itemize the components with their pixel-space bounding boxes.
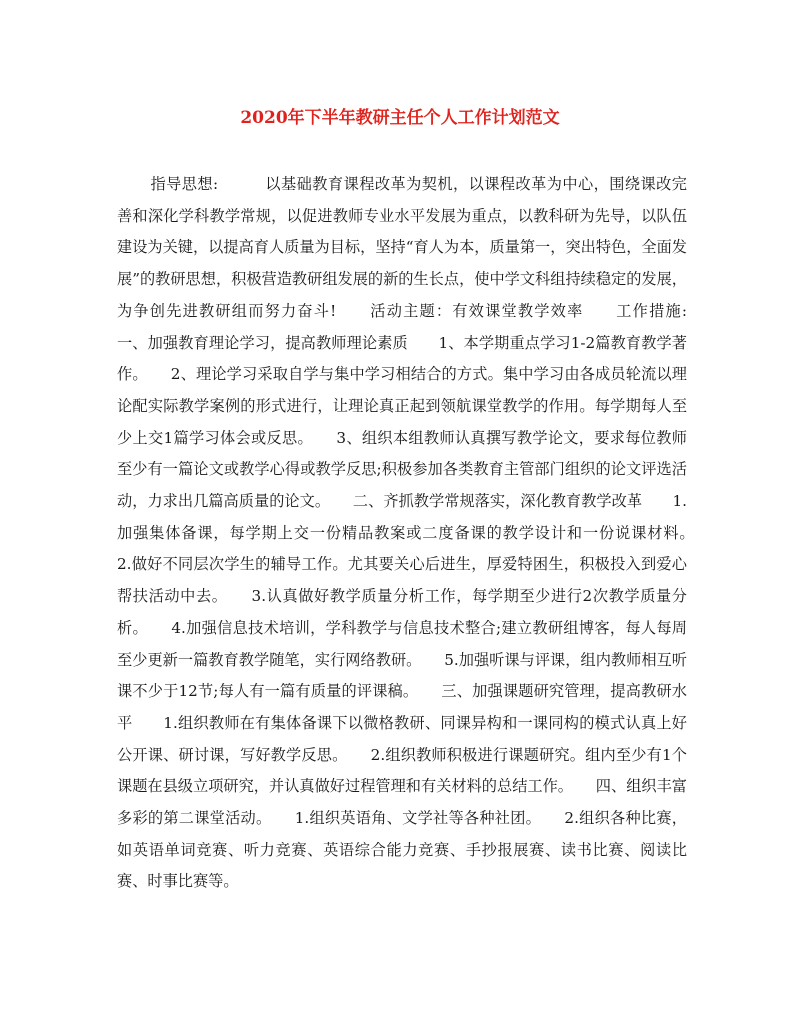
document-body: 指导思想: 以基础教育课程改革为契机，以课程改革为中心，围绕课改完善和深化学科教学常规，以促进教师专业水平发展为重点，以教科研为先导，以队伍建设为关键，以提高育人质量为目标，坚持“育人为本，质量第一，突出特色，全面发展”的教研思想，积极营造教研组发展的新的生长点，使中学文科组持续稳定的发展，为争创先进教研组而努力奋斗! 活动主题：有效课堂教学效率 工作措施: 一、加强教育理论学习，提高教师理论素质 1、本学期重点学习1-2篇教育教学著作。 2、理论学习采取自学与集中学习相结合的方式。集中学习由各成员轮流以理论配实际教学案例的形式进行，让理论真正起到领航课堂教学的作用。每学期每人至少上交1篇学习体会或反思。 3、组织本组教师认真撰写教学论文，要求每位教师至少有一篇论文或教学心得或教学反思;积极参加各类教育主管部门组织的论文评选活动，力求出几篇高质量的论文。 二、齐抓教学常规落实，深化教育教学改革 1.加强集体备课，每学期上交一份精品教案或二度备课的教学设计和一份说课材料。 2.做好不同层次学生的辅导工作。尤其要关心后进生，厚爱特困生，积极投入到爱心帮扶活动中去。 3.认真做好教学质量分析工作，每学期至少进行2次教学质量分析。 4.加强信息技术培训，学科教学与信息技术整合;建立教研组博客，每人每周至少更新一篇教育教学随笔，实行网络教研。 5.加强听课与评课，组内教师相互听课不少于12节;每人有一篇有质量的评课稿。 三、加强课题研究管理，提高教研水平 1.组织教师在有集体备课下以微格教研、同课异构和一课同构的模式认真上好公开课、研讨课，写好教学反思。 2.组织教师积极进行课题研究。组内至少有1个课题在县级立项研究，并认真做好过程管理和有关材料的总结工作。 四、组织丰富多彩的第二课堂活动。 1.组织英语角、文学社等各种社团。 2.组织各种比赛，如英语单词竞赛、听力竞赛、英语综合能力竞赛、手抄报展赛、读书比赛、阅读比赛、时事比赛等。 <box>117 175 733 891</box>
document-title: 2020年下半年教研主任个人工作计划范文 <box>240 108 560 128</box>
